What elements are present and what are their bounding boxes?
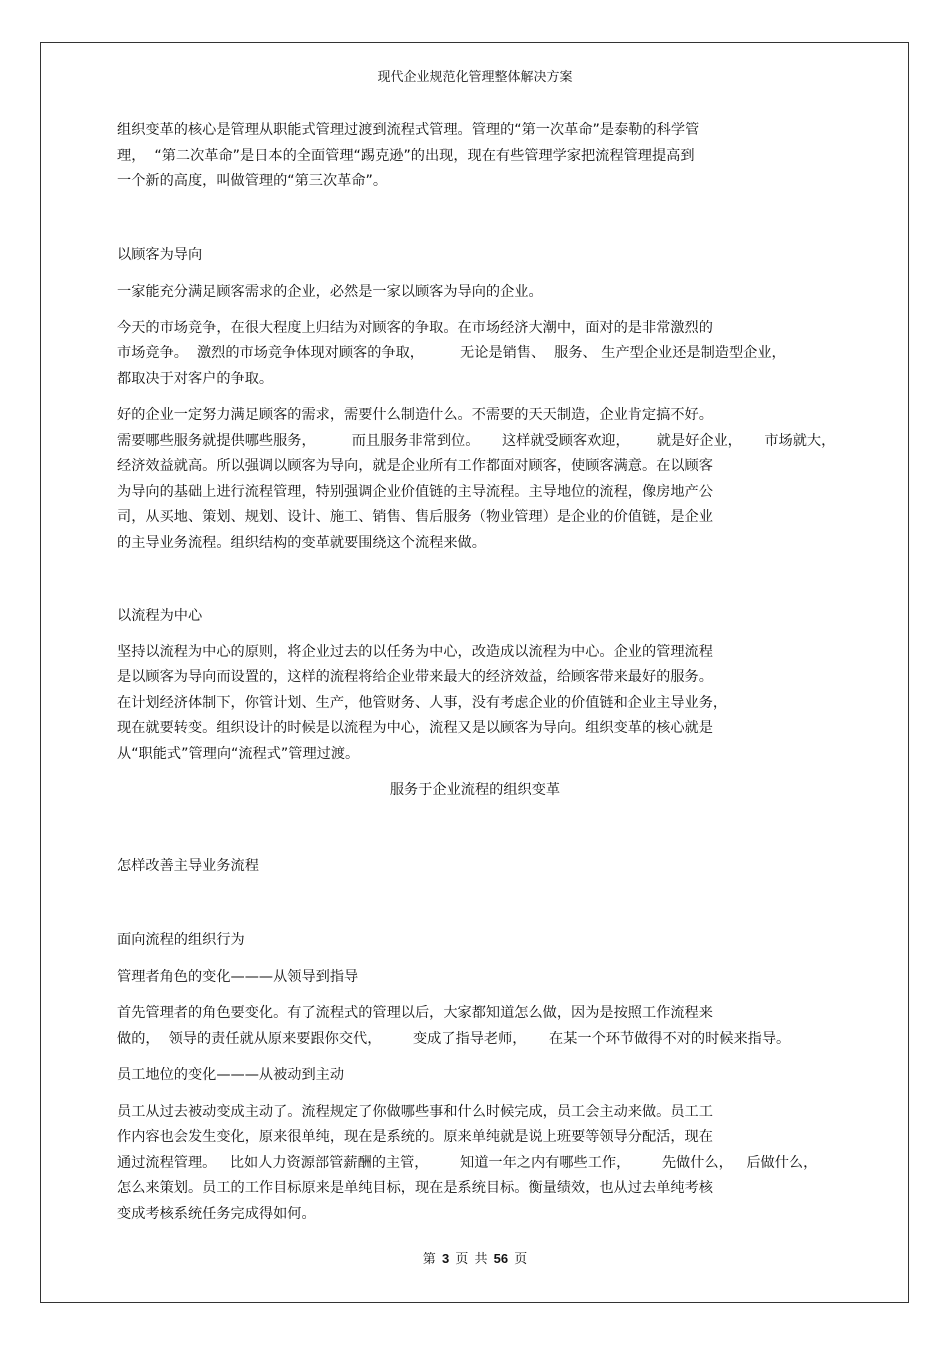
footer-suffix: 页 (514, 1252, 528, 1267)
paragraph-line: 为导向的基础上进行流程管理，特别强调企业价值链的主导流程。主导地位的流程，像房地产公 (117, 484, 713, 500)
paragraph-line: 一家能充分满足顾客需求的企业，必然是一家以顾客为导向的企业。 (117, 284, 543, 300)
footer-prefix: 第 (422, 1252, 436, 1267)
paragraph-line: 理， “第二次革命”是日本的全面管理“踢克逊”的出现，现在有些管理学家把流程管理提高到 (117, 148, 695, 164)
paragraph-line: 市场竞争。 激烈的市场竞争体现对顾客的争取， 无论是销售、 服务、 生产型企业还是制造型企业， (117, 345, 786, 361)
paragraph-line: 首先管理者的角色要变化。有了流程式的管理以后，大家都知道怎么做，因为是按照工作流程来 (117, 1005, 713, 1021)
page-footer (0, 1248, 950, 1267)
paragraph-line: 变成考核系统任务完成得如何。 (117, 1206, 316, 1222)
section-heading-behavior: 面向流程的组织行为 (117, 932, 245, 948)
paragraph-line: 今天的市场竞争，在很大程度上归结为对顾客的争取。在市场经济大潮中，面对的是非常激烈的 (117, 320, 713, 336)
paragraph-line: 现在就要转变。组织设计的时候是以流程为中心，流程又是以顾客为导向。组织变革的核心就是 (117, 720, 713, 736)
paragraph-line: 做的， 领导的责任就从原来要跟你交代， 变成了指导老师， 在某一个环节做得不对的时候来指导。 (117, 1031, 791, 1047)
paragraph-line: 作内容也会发生变化，原来很单纯，现在是系统的。原来单纯就是说上班要等领导分配活，现在 (117, 1129, 713, 1145)
paragraph-line: 怎么来策划。员工的工作目标原来是单纯目标，现在是系统目标。衡量绩效，也从过去单纯考核 (117, 1180, 713, 1196)
paragraph-line: 员工从过去被动变成主动了。流程规定了你做哪些事和什么时候完成，员工会主动来做。员工工 (117, 1104, 713, 1120)
paragraph-line: 从“职能式”管理向“流程式”管理过渡。 (117, 746, 360, 762)
paragraph-line: 一个新的高度，叫做管理的“第三次革命”。 (117, 173, 388, 189)
paragraph-line: 通过流程管理。 比如人力资源部管薪酬的主管， 知道一年之内有哪些工作， 先做什么， 后做什么， (117, 1155, 818, 1171)
subheading-manager-role: 管理者角色的变化———从领导到指导 (117, 969, 359, 985)
paragraph-line: 坚持以流程为中心的原则，将企业过去的以任务为中心，改造成以流程为中心。企业的管理流程 (117, 644, 713, 660)
paragraph-line: 是以顾客为导向而设置的，这样的流程将给企业带来最大的经济效益，给顾客带来最好的服务。 (117, 669, 713, 685)
page-header-title: 现代企业规范化管理整体解决方案 (377, 70, 573, 85)
current-page-number: 3 (441, 1251, 450, 1266)
footer-middle: 页 共 (455, 1252, 488, 1267)
paragraph-line: 需要哪些服务就提供哪些服务， 而且服务非常到位。 这样就受顾客欢迎， 就是好企业， 市场就大， (117, 433, 836, 449)
section-heading-improve: 怎样改善主导业务流程 (117, 858, 259, 874)
total-page-count: 56 (493, 1251, 509, 1266)
paragraph-line: 司，从买地、策划、规划、设计、施工、销售、售后服务（物业管理）是企业的价值链，是企业 (117, 509, 713, 525)
paragraph-line: 都取决于对客户的争取。 (117, 371, 274, 387)
subheading-employee-status: 员工地位的变化———从被动到主动 (117, 1067, 345, 1083)
paragraph-line: 在计划经济体制下，你管计划、生产，他管财务、人事，没有考虑企业的价值链和企业主导业务， (117, 695, 728, 711)
section-heading-process: 以流程为中心 (117, 608, 203, 624)
paragraph-line: 好的企业一定努力满足顾客的需求，需要什么制造什么。不需要的天天制造，企业肯定搞不好。 (117, 407, 713, 423)
paragraph-line: 经济效益就高。所以强调以顾客为导向，就是企业所有工作都面对顾客，使顾客满意。在以顾客 (117, 458, 713, 474)
section-heading-customer: 以顾客为导向 (117, 247, 203, 263)
paragraph-line: 组织变革的核心是管理从职能式管理过渡到流程式管理。管理的“第一次革命”是泰勒的科学管 (117, 122, 700, 138)
centered-section-title: 服务于企业流程的组织变革 (389, 782, 561, 798)
paragraph-line: 的主导业务流程。组织结构的变革就要围绕这个流程来做。 (117, 535, 486, 551)
